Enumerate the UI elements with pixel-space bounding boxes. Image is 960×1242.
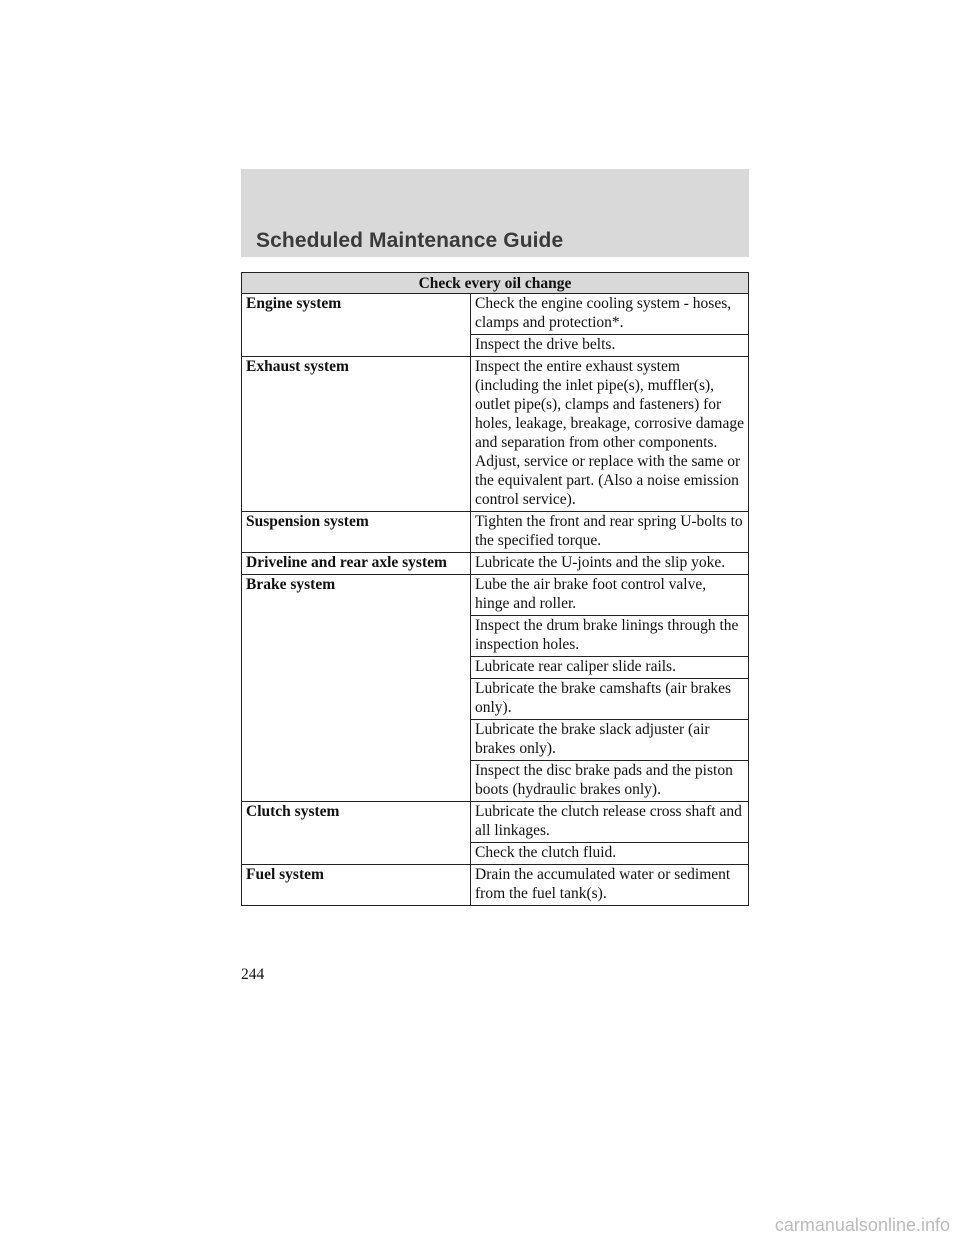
table-row xyxy=(242,802,749,843)
table-row xyxy=(242,553,749,575)
maintenance-action: Check the engine cooling system - hoses, clamps and protection*. xyxy=(471,294,749,335)
table-row xyxy=(242,512,749,553)
maintenance-action: Inspect the drive belts. xyxy=(471,335,749,357)
page-number: 244 xyxy=(241,966,265,983)
table-heading: Check every oil change xyxy=(242,273,749,294)
system-name: Exhaust system xyxy=(242,357,471,512)
maintenance-action: Check the clutch fluid. xyxy=(471,843,749,865)
maintenance-action: Drain the accumulated water or sediment from the fuel tank(s). xyxy=(471,865,749,906)
maintenance-action: Lubricate the brake slack adjuster (air brakes only). xyxy=(471,720,749,761)
system-name: Fuel system xyxy=(242,865,471,906)
maintenance-action: Inspect the entire exhaust system (including the inlet pipe(s), muffler(s), outlet pipe(s), clamps and fasteners) for holes, leakage, breakage, corrosive damage and separation from other components. Adjust, service or replace with the same or the equivalent part. (Also a noise emission control service). xyxy=(471,357,749,512)
maintenance-action: Lubricate the brake camshafts (air brakes only). xyxy=(471,679,749,720)
system-name: Brake system xyxy=(242,575,471,802)
table-row xyxy=(242,294,749,335)
section-header xyxy=(241,169,749,257)
maintenance-table xyxy=(241,272,749,906)
maintenance-action: Inspect the disc brake pads and the piston boots (hydraulic brakes only). xyxy=(471,761,749,802)
maintenance-action: Tighten the front and rear spring U-bolts to the specified torque. xyxy=(471,512,749,553)
table-row xyxy=(242,865,749,906)
table-heading-row xyxy=(242,273,749,294)
maintenance-action: Lubricate rear caliper slide rails. xyxy=(471,657,749,679)
maintenance-action: Lubricate the clutch release cross shaft and all linkages. xyxy=(471,802,749,843)
system-name: Driveline and rear axle system xyxy=(242,553,471,575)
table-row xyxy=(242,357,749,512)
system-name: Engine system xyxy=(242,294,471,357)
maintenance-action: Lubricate the U-joints and the slip yoke. xyxy=(471,553,749,575)
maintenance-action: Lube the air brake foot control valve, hinge and roller. xyxy=(471,575,749,616)
system-name: Clutch system xyxy=(242,802,471,865)
site-watermark: carmanualsonline.info xyxy=(774,1215,950,1235)
table-row xyxy=(242,575,749,616)
table-body xyxy=(242,294,749,906)
system-name: Suspension system xyxy=(242,512,471,553)
section-title: Scheduled Maintenance Guide xyxy=(256,229,564,252)
maintenance-action: Inspect the drum brake linings through the inspection holes. xyxy=(471,616,749,657)
